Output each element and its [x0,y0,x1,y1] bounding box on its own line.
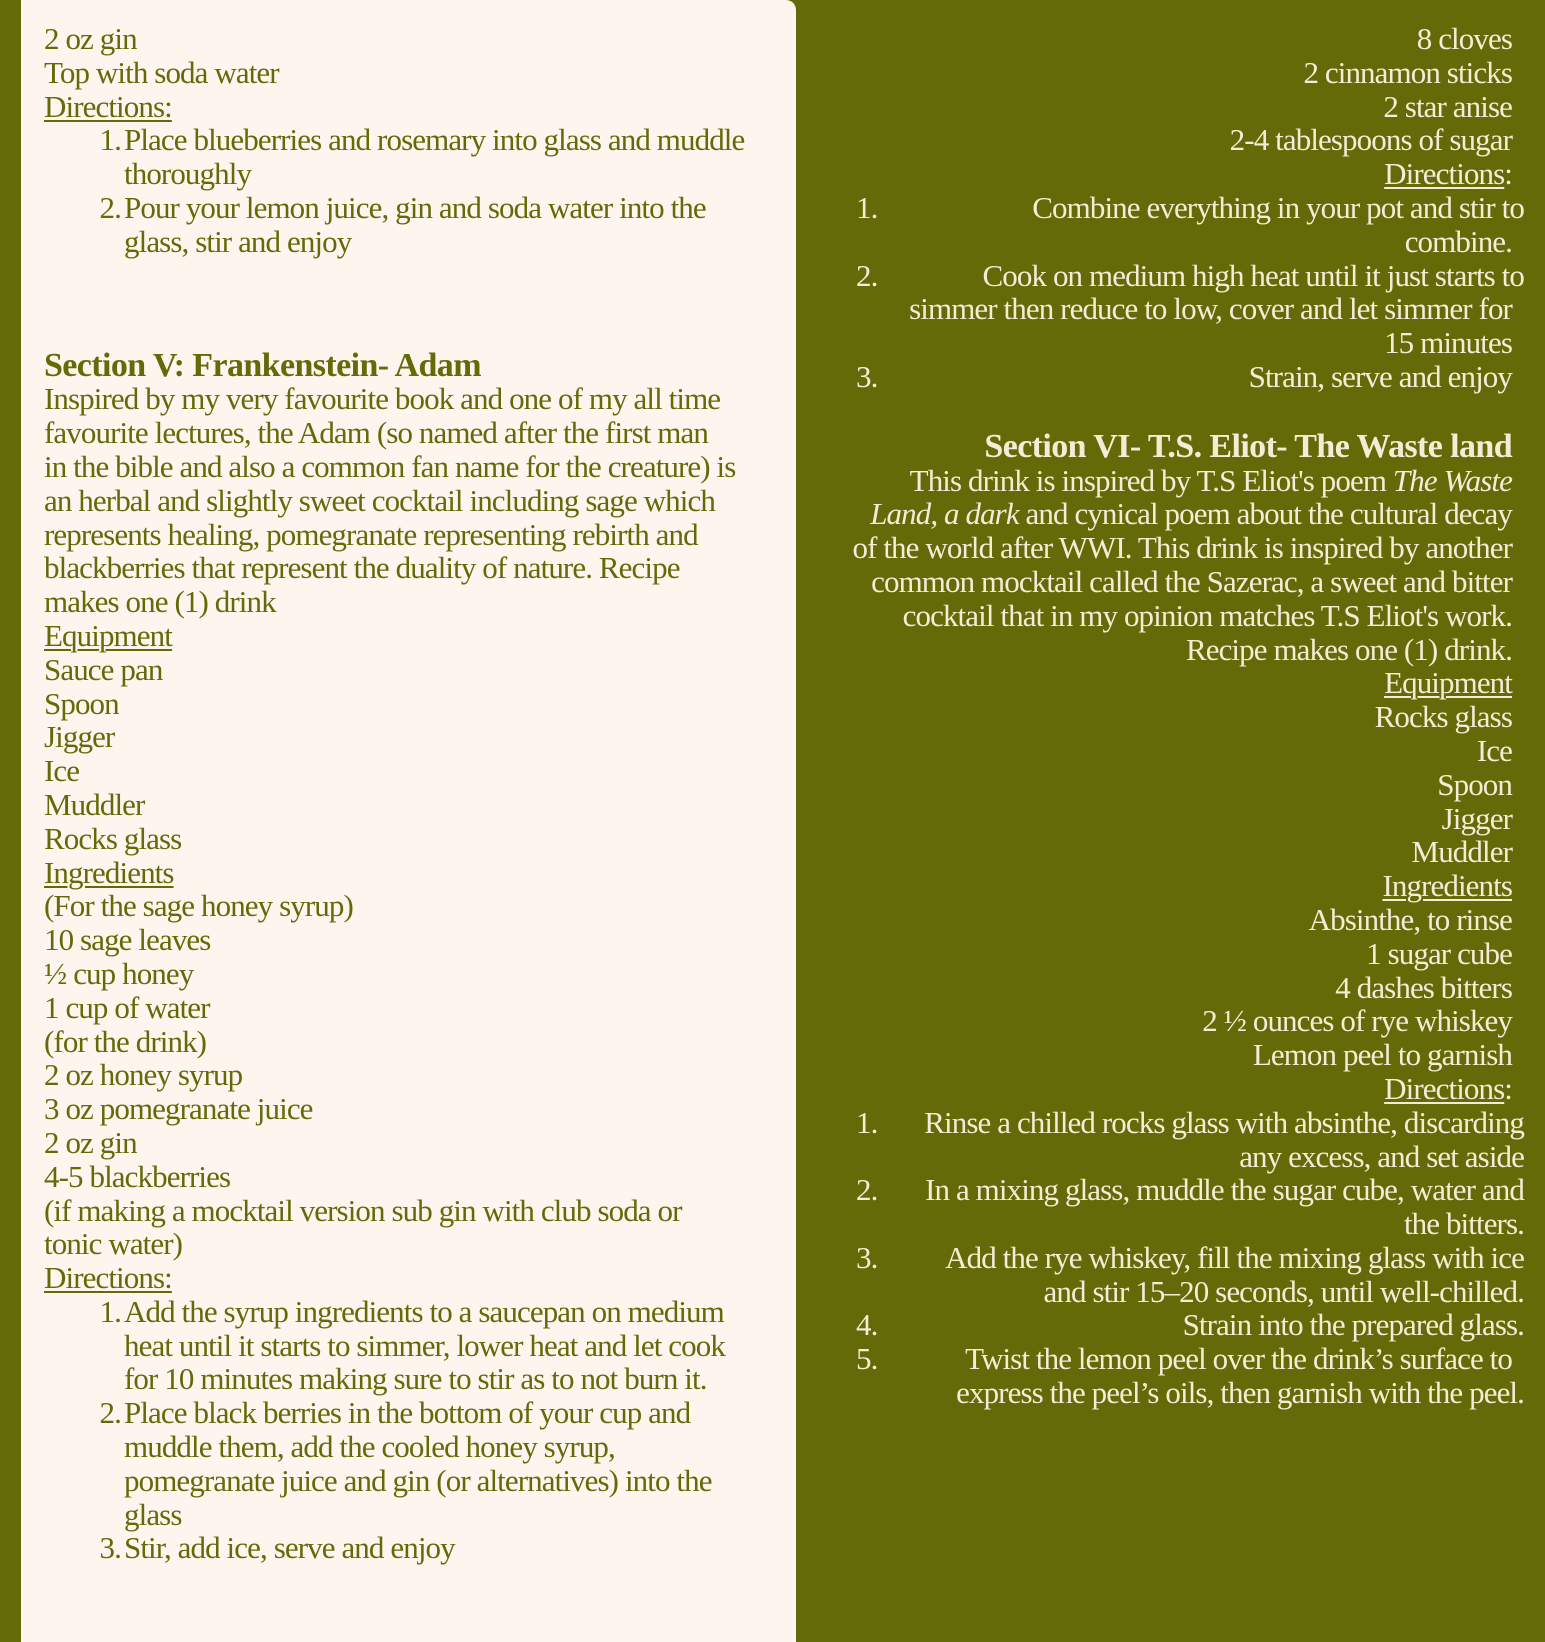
ingredient-line: 8 cloves [1416,21,1512,56]
direction-item [84,1396,744,1531]
poem-title-italic: Land, a dark [870,496,1019,532]
directions-label: Directions [1384,1070,1505,1106]
direction-line: Add the rye whiskey, fill the mixing glass with ice [945,1239,1524,1275]
ingredient-line: 2 star anise [1383,88,1512,124]
intro-line: represents healing, pomegranate representing rebirth and [44,516,698,552]
intro-line: Recipe makes one (1) drink. [1185,631,1512,667]
directions-colon: : [1504,156,1512,192]
direction-item [84,123,744,191]
ingredient-item: 2 oz honey syrup [44,1057,243,1093]
direction-number: 3. [99,1530,121,1566]
previous-recipe-ingredients [44,22,796,90]
equipment-label: Equipment [44,617,172,653]
direction-line: Twist the lemon peel over the drink’s surface to [965,1341,1512,1377]
intro-line: blackberries that represent the duality of nature. Recipe [44,550,680,586]
previous-recipe-directions [810,191,1524,394]
section-v-title: Section V: Frankenstein- Adam [44,346,481,384]
direction-item [810,360,1524,394]
intro-line: favourite lectures, the Adam (so named after the first man [44,415,708,451]
ingredient-item: 10 sage leaves [44,922,211,958]
direction-line: Place black berries in the bottom of your cup and [124,1395,691,1431]
left-page [21,0,796,1642]
ingredient-item: 2 ½ ounces of rye whiskey [1202,1003,1512,1039]
equipment-item: Jigger [44,719,115,755]
ingredient-item: 1 cup of water [44,989,210,1025]
poem-title-italic: The Waste [1392,462,1512,498]
intro-line [810,497,1512,531]
section-v-intro [44,382,796,619]
direction-number: 2. [99,189,121,225]
direction-line: Add the syrup ingredients to a saucepan on medium [124,1293,724,1329]
intro-line: in the bible and also a common fan name for the creature) is [44,448,736,484]
ingredients-label: Ingredients [1382,868,1512,904]
direction-number: 2. [856,257,878,293]
direction-item [84,191,744,259]
direction-item [810,259,1524,360]
direction-number: 2. [856,1172,878,1208]
direction-line: thoroughly [124,156,252,192]
ingredient-line: Top with soda water [44,54,279,90]
direction-number: 4. [856,1307,878,1343]
direction-item [810,1173,1524,1241]
ingredient-item: 2 oz gin [44,1124,137,1160]
ingredient-line: 2 oz gin [44,21,137,56]
intro-line: of the world after WWI. This drink is inspired by another [852,530,1512,566]
intro-line: common mocktail called the Sazerac, a sweet and bitter [871,563,1512,599]
direction-line: Stir, add ice, serve and enjoy [124,1530,455,1566]
intro-text: This drink is inspired by T.S Eliot's poem [909,462,1393,498]
right-page [810,22,1524,1410]
section-vi-intro [810,464,1524,1106]
section-vi-title: Section VI- T.S. Eliot- The Waste land [984,427,1512,465]
direction-line: glass [124,1496,182,1532]
ingredient-item: Lemon peel to garnish [1252,1037,1512,1073]
ingredient-item: 4 dashes bitters [1335,969,1512,1005]
intro-text: and cynical poem about the cultural decay [1018,496,1512,532]
ingredient-item: tonic water) [44,1226,183,1262]
direction-line: simmer then reduce to low, cover and let simmer for [909,291,1512,327]
direction-line: 15 minutes [1384,325,1512,361]
direction-line: for 10 minutes making sure to stir as to not burn it. [124,1361,707,1397]
direction-line: Cook on medium high heat until it just starts to [982,257,1524,293]
direction-item [810,1342,1524,1410]
direction-line: Pour your lemon juice, gin and soda water into the [124,189,706,225]
equipment-list [44,653,796,856]
equipment-label: Equipment [1384,665,1512,701]
direction-item [810,1106,1524,1174]
ingredient-line: 2-4 tablespoons of sugar [1229,122,1512,158]
intro-line [810,464,1512,498]
directions-heading [810,157,1512,191]
ingredient-item: 3 oz pomegranate juice [44,1091,313,1127]
equipment-item: Spoon [44,685,119,721]
intro-line: makes one (1) drink [44,584,276,620]
equipment-item: Rocks glass [44,820,182,856]
ingredient-item: Absinthe, to rinse [1308,901,1512,937]
direction-line: Combine everything in your pot and stir to [1032,189,1524,225]
ingredient-item: (For the sage honey syrup) [44,888,353,924]
direction-line: express the peel’s oils, then garnish with the peel. [956,1375,1524,1411]
previous-recipe-directions [44,123,744,258]
direction-line: In a mixing glass, muddle the sugar cube, water and [925,1172,1524,1208]
directions-heading [810,1072,1512,1106]
direction-item [84,1295,744,1396]
direction-item [810,191,1524,259]
equipment-item: Ice [1476,732,1512,768]
direction-line: any excess, and set aside [1239,1138,1524,1174]
equipment-item: Spoon [1437,766,1512,802]
direction-line: pomegranate juice and gin (or alternatives) into the [124,1462,712,1498]
ingredient-item: 1 sugar cube [1366,935,1512,971]
direction-line: combine. [1404,223,1512,259]
directions-label: Directions: [44,1260,172,1296]
equipment-item: Rocks glass [1374,699,1512,735]
intro-line: cocktail that in my opinion matches T.S Eliot's work. [902,597,1512,633]
equipment-item: Jigger [1441,800,1512,836]
direction-item [810,1241,1524,1309]
direction-number: 1. [99,122,121,158]
equipment-item: Sauce pan [44,651,163,687]
equipment-item: Ice [44,753,80,789]
ingredient-item: 4-5 blackberries [44,1158,231,1194]
intro-line: Inspired by my very favourite book and one of my all time [44,381,721,417]
previous-recipe-ingredients [810,22,1524,191]
equipment-item: Muddler [1411,834,1512,870]
direction-line: heat until it starts to simmer, lower heat and let cook [124,1327,725,1363]
ingredient-item: (if making a mocktail version sub gin with club soda or [44,1192,682,1228]
direction-number: 3. [856,358,878,394]
directions-label: Directions: [44,88,172,124]
direction-item [810,1308,1524,1342]
directions-label: Directions [1384,156,1505,192]
direction-number: 1. [99,1293,121,1329]
direction-line: Place blueberries and rosemary into glass and muddle [124,122,745,158]
direction-line: Strain, serve and enjoy [1248,358,1512,394]
direction-line: Rinse a chilled rocks glass with absinthe, discarding [924,1104,1524,1140]
direction-line: the bitters. [1403,1206,1524,1242]
direction-number: 1. [856,1104,878,1140]
direction-item [84,1531,744,1565]
direction-number: 2. [99,1395,121,1431]
ingredient-item: ½ cup honey [44,955,194,991]
directions-list [810,1106,1524,1410]
directions-list [44,1295,744,1565]
direction-number: 3. [856,1239,878,1275]
direction-line: Strain into the prepared glass. [1182,1307,1524,1343]
direction-number: 1. [856,189,878,225]
ingredients-label: Ingredients [44,854,174,890]
direction-line: and stir 15–20 seconds, until well-chilled. [1043,1273,1524,1309]
direction-number: 5. [856,1341,878,1377]
ingredients-list [44,889,796,1261]
directions-colon: : [1504,1070,1512,1106]
intro-line: an herbal and slightly sweet cocktail including sage which [44,482,715,518]
ingredient-item: (for the drink) [44,1023,207,1059]
equipment-item: Muddler [44,786,145,822]
ingredient-line: 2 cinnamon sticks [1303,54,1512,90]
direction-line: muddle them, add the cooled honey syrup, [124,1429,615,1465]
direction-line: glass, stir and enjoy [124,223,352,259]
